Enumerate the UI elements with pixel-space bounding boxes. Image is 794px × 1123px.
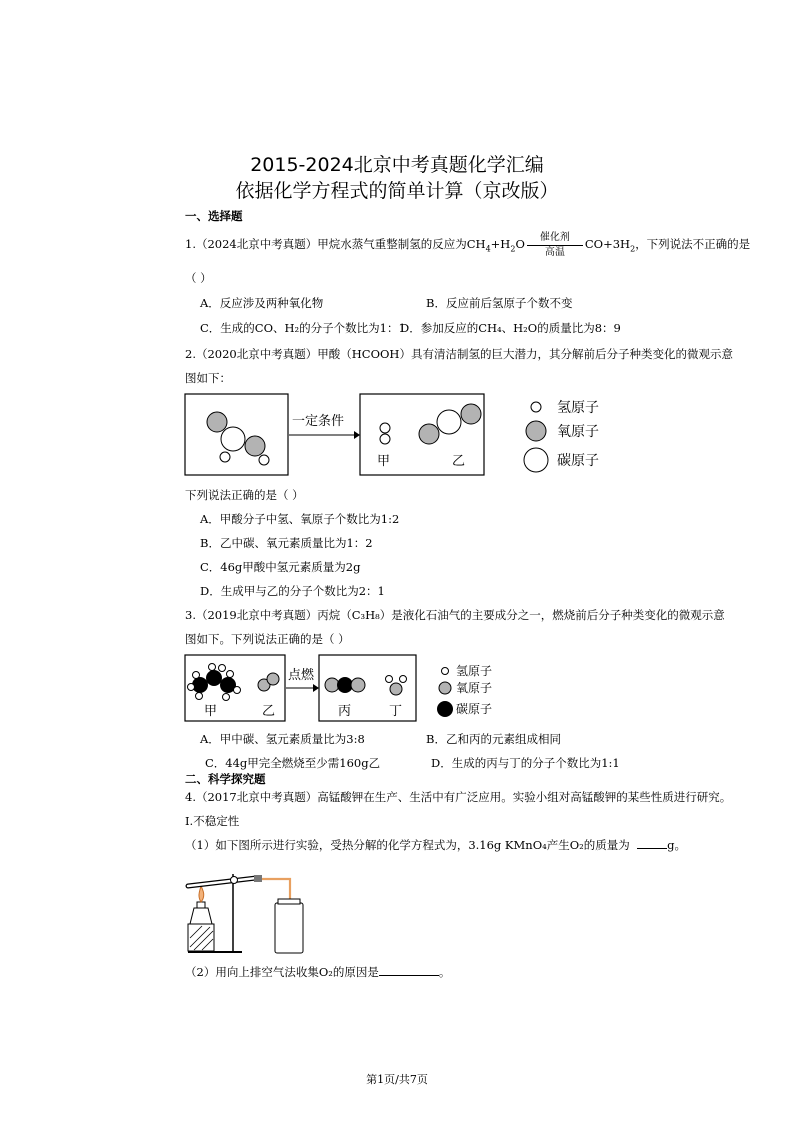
hydrogen-atom bbox=[380, 434, 390, 444]
carbon-atom bbox=[206, 670, 222, 686]
legend-hydrogen-icon bbox=[531, 402, 541, 412]
arrow-head bbox=[354, 431, 360, 439]
q2-prompt: 下列说法正确的是（ ） bbox=[185, 488, 304, 502]
q2-stem-line1: 2.（2020北京中考真题）甲酸（HCOOH）具有清洁制氢的巨大潜力，其分解前后分子种类变化的微观示意 bbox=[185, 347, 733, 361]
hydrogen-atom bbox=[386, 676, 393, 683]
oxygen-atom bbox=[419, 424, 439, 444]
q4-stem: 4.（2017北京中考真题）高锰酸钾在生产、生活中有广泛应用。实验小组对高锰酸钾的某些性质进行研究。 bbox=[185, 790, 732, 804]
legend-oxygen: 氧原子 bbox=[456, 681, 493, 695]
q3-stem-line2: 图如下。下列说法正确的是（ ） bbox=[185, 632, 350, 646]
q1-option-b: B．反应前后氢原子个数不变 bbox=[426, 296, 573, 310]
label-yi: 乙 bbox=[262, 704, 276, 719]
legend-oxygen: 氧原子 bbox=[557, 424, 599, 440]
label-yi: 乙 bbox=[452, 454, 466, 469]
q1-option-a: A．反应涉及两种氧化物 bbox=[200, 296, 324, 310]
section-heading-choice: 一、选择题 bbox=[185, 209, 243, 223]
q2-molecule-diagram bbox=[184, 393, 624, 477]
q1-option-d: D．参加反应的CH₄、H₂O的质量比为8：9 bbox=[400, 321, 621, 335]
q3-arrow-label: 点燃 bbox=[288, 668, 315, 683]
q1-paren: （ ） bbox=[185, 271, 212, 285]
q1-stem: 1.（2024北京中考真题）甲烷水蒸气重整制氢的反应为$CH_4+H_2O$ $\frac{\text{催化剂}}{\text{高温}}$ $CO+3H_2$，下列说法不正确的是 bbox=[185, 232, 751, 258]
wood-block bbox=[188, 924, 214, 951]
hydrogen-atom bbox=[234, 687, 241, 694]
legend-oxygen-icon bbox=[439, 682, 451, 694]
oxygen-atom bbox=[267, 673, 279, 685]
q4-subheading: I.不稳定性 bbox=[185, 814, 240, 828]
q3-stem-line1: 3.（2019北京中考真题）丙烷（C₃H₈）是液化石油气的主要成分之一，燃烧前后分子种类变化的微观示意 bbox=[185, 608, 725, 622]
clamp bbox=[231, 877, 238, 884]
label-jia: 甲 bbox=[377, 454, 391, 469]
oxygen-atom bbox=[461, 404, 481, 424]
hydrogen-atom bbox=[223, 694, 230, 701]
q2-option-c: C．46g甲酸中氢元素质量为2g bbox=[200, 560, 361, 574]
oxygen-atom bbox=[207, 412, 227, 432]
q3-molecule-diagram bbox=[184, 654, 504, 724]
legend-hydrogen-icon bbox=[442, 668, 449, 675]
label-bing: 丙 bbox=[338, 704, 352, 719]
legend-hydrogen: 氢原子 bbox=[456, 664, 493, 678]
q2-option-b: B．乙中碳、氧元素质量比为1：2 bbox=[200, 536, 373, 550]
hydrogen-atom bbox=[227, 671, 234, 678]
hydrogen-atom bbox=[188, 684, 195, 691]
q2-stem-line2: 图如下： bbox=[185, 371, 231, 385]
page-footer: 第1页/共7页 bbox=[366, 1073, 428, 1086]
oxygen-atom bbox=[351, 678, 365, 692]
q4-part2: （2）用向上排空气法收集O₂的原因是 。 bbox=[185, 965, 451, 979]
legend-carbon-icon bbox=[524, 448, 548, 472]
carbon-atom bbox=[437, 410, 461, 434]
oxygen-atom bbox=[390, 683, 402, 695]
legend-carbon-icon bbox=[437, 701, 453, 717]
label-jia: 甲 bbox=[204, 704, 218, 719]
q2-option-a: A．甲酸分子中氢、氧原子个数比为1:2 bbox=[200, 512, 400, 526]
alcohol-lamp bbox=[190, 908, 212, 924]
q2-option-d: D．生成甲与乙的分子个数比为2：1 bbox=[200, 584, 385, 598]
q1-option-c: C．生成的CO、H₂的分子个数比为1：1 bbox=[200, 321, 406, 335]
doc-title-line1: 2015-2024北京中考真题化学汇编 bbox=[250, 154, 544, 176]
hydrogen-atom bbox=[259, 455, 269, 465]
gas-collecting-bottle bbox=[275, 903, 303, 953]
hydrogen-atom bbox=[380, 423, 390, 433]
hydrogen-atom bbox=[220, 452, 230, 462]
hydrogen-atom bbox=[193, 672, 200, 679]
q3-option-d: D．生成的丙与丁的分子个数比为1:1 bbox=[431, 756, 620, 770]
legend-oxygen-icon bbox=[526, 421, 546, 441]
stopper bbox=[254, 875, 262, 882]
q3-option-a: A．甲中碳、氢元素质量比为3:8 bbox=[200, 732, 365, 746]
legend-carbon: 碳原子 bbox=[456, 702, 493, 716]
arrow-head bbox=[313, 684, 319, 692]
hydrogen-atom bbox=[196, 693, 203, 700]
section-heading-inquiry: 二、科学探究题 bbox=[185, 772, 266, 786]
oxygen-atom bbox=[325, 678, 339, 692]
q2-arrow-label: 一定条件 bbox=[292, 414, 345, 429]
oxygen-atom bbox=[245, 436, 265, 456]
answer-blank-reason[interactable] bbox=[379, 975, 439, 976]
q3-option-b: B．乙和丙的元素组成相同 bbox=[426, 732, 561, 746]
answer-blank-mass[interactable] bbox=[637, 848, 667, 849]
hydrogen-atom bbox=[219, 665, 226, 672]
q4-part1: （1）如下图所示进行实验，受热分解的化学方程式为，3.16g KMnO₄产生O₂的质量为 g。 bbox=[185, 838, 686, 852]
label-ding: 丁 bbox=[389, 704, 403, 719]
legend-carbon: 碳原子 bbox=[557, 453, 599, 469]
hydrogen-atom bbox=[209, 664, 216, 671]
legend-hydrogen: 氢原子 bbox=[557, 400, 599, 416]
doc-title-line2: 依据化学方程式的简单计算（京改版） bbox=[235, 180, 559, 202]
kmno4-apparatus-diagram bbox=[184, 864, 310, 956]
carbon-atom bbox=[221, 427, 245, 451]
flame-icon bbox=[199, 886, 204, 902]
hydrogen-atom bbox=[400, 676, 407, 683]
q3-option-c: C．44g甲完全燃烧至少需160g乙 bbox=[205, 756, 381, 770]
reaction-condition: $\frac{\text{催化剂}}{\text{高温}}$ bbox=[527, 232, 583, 258]
